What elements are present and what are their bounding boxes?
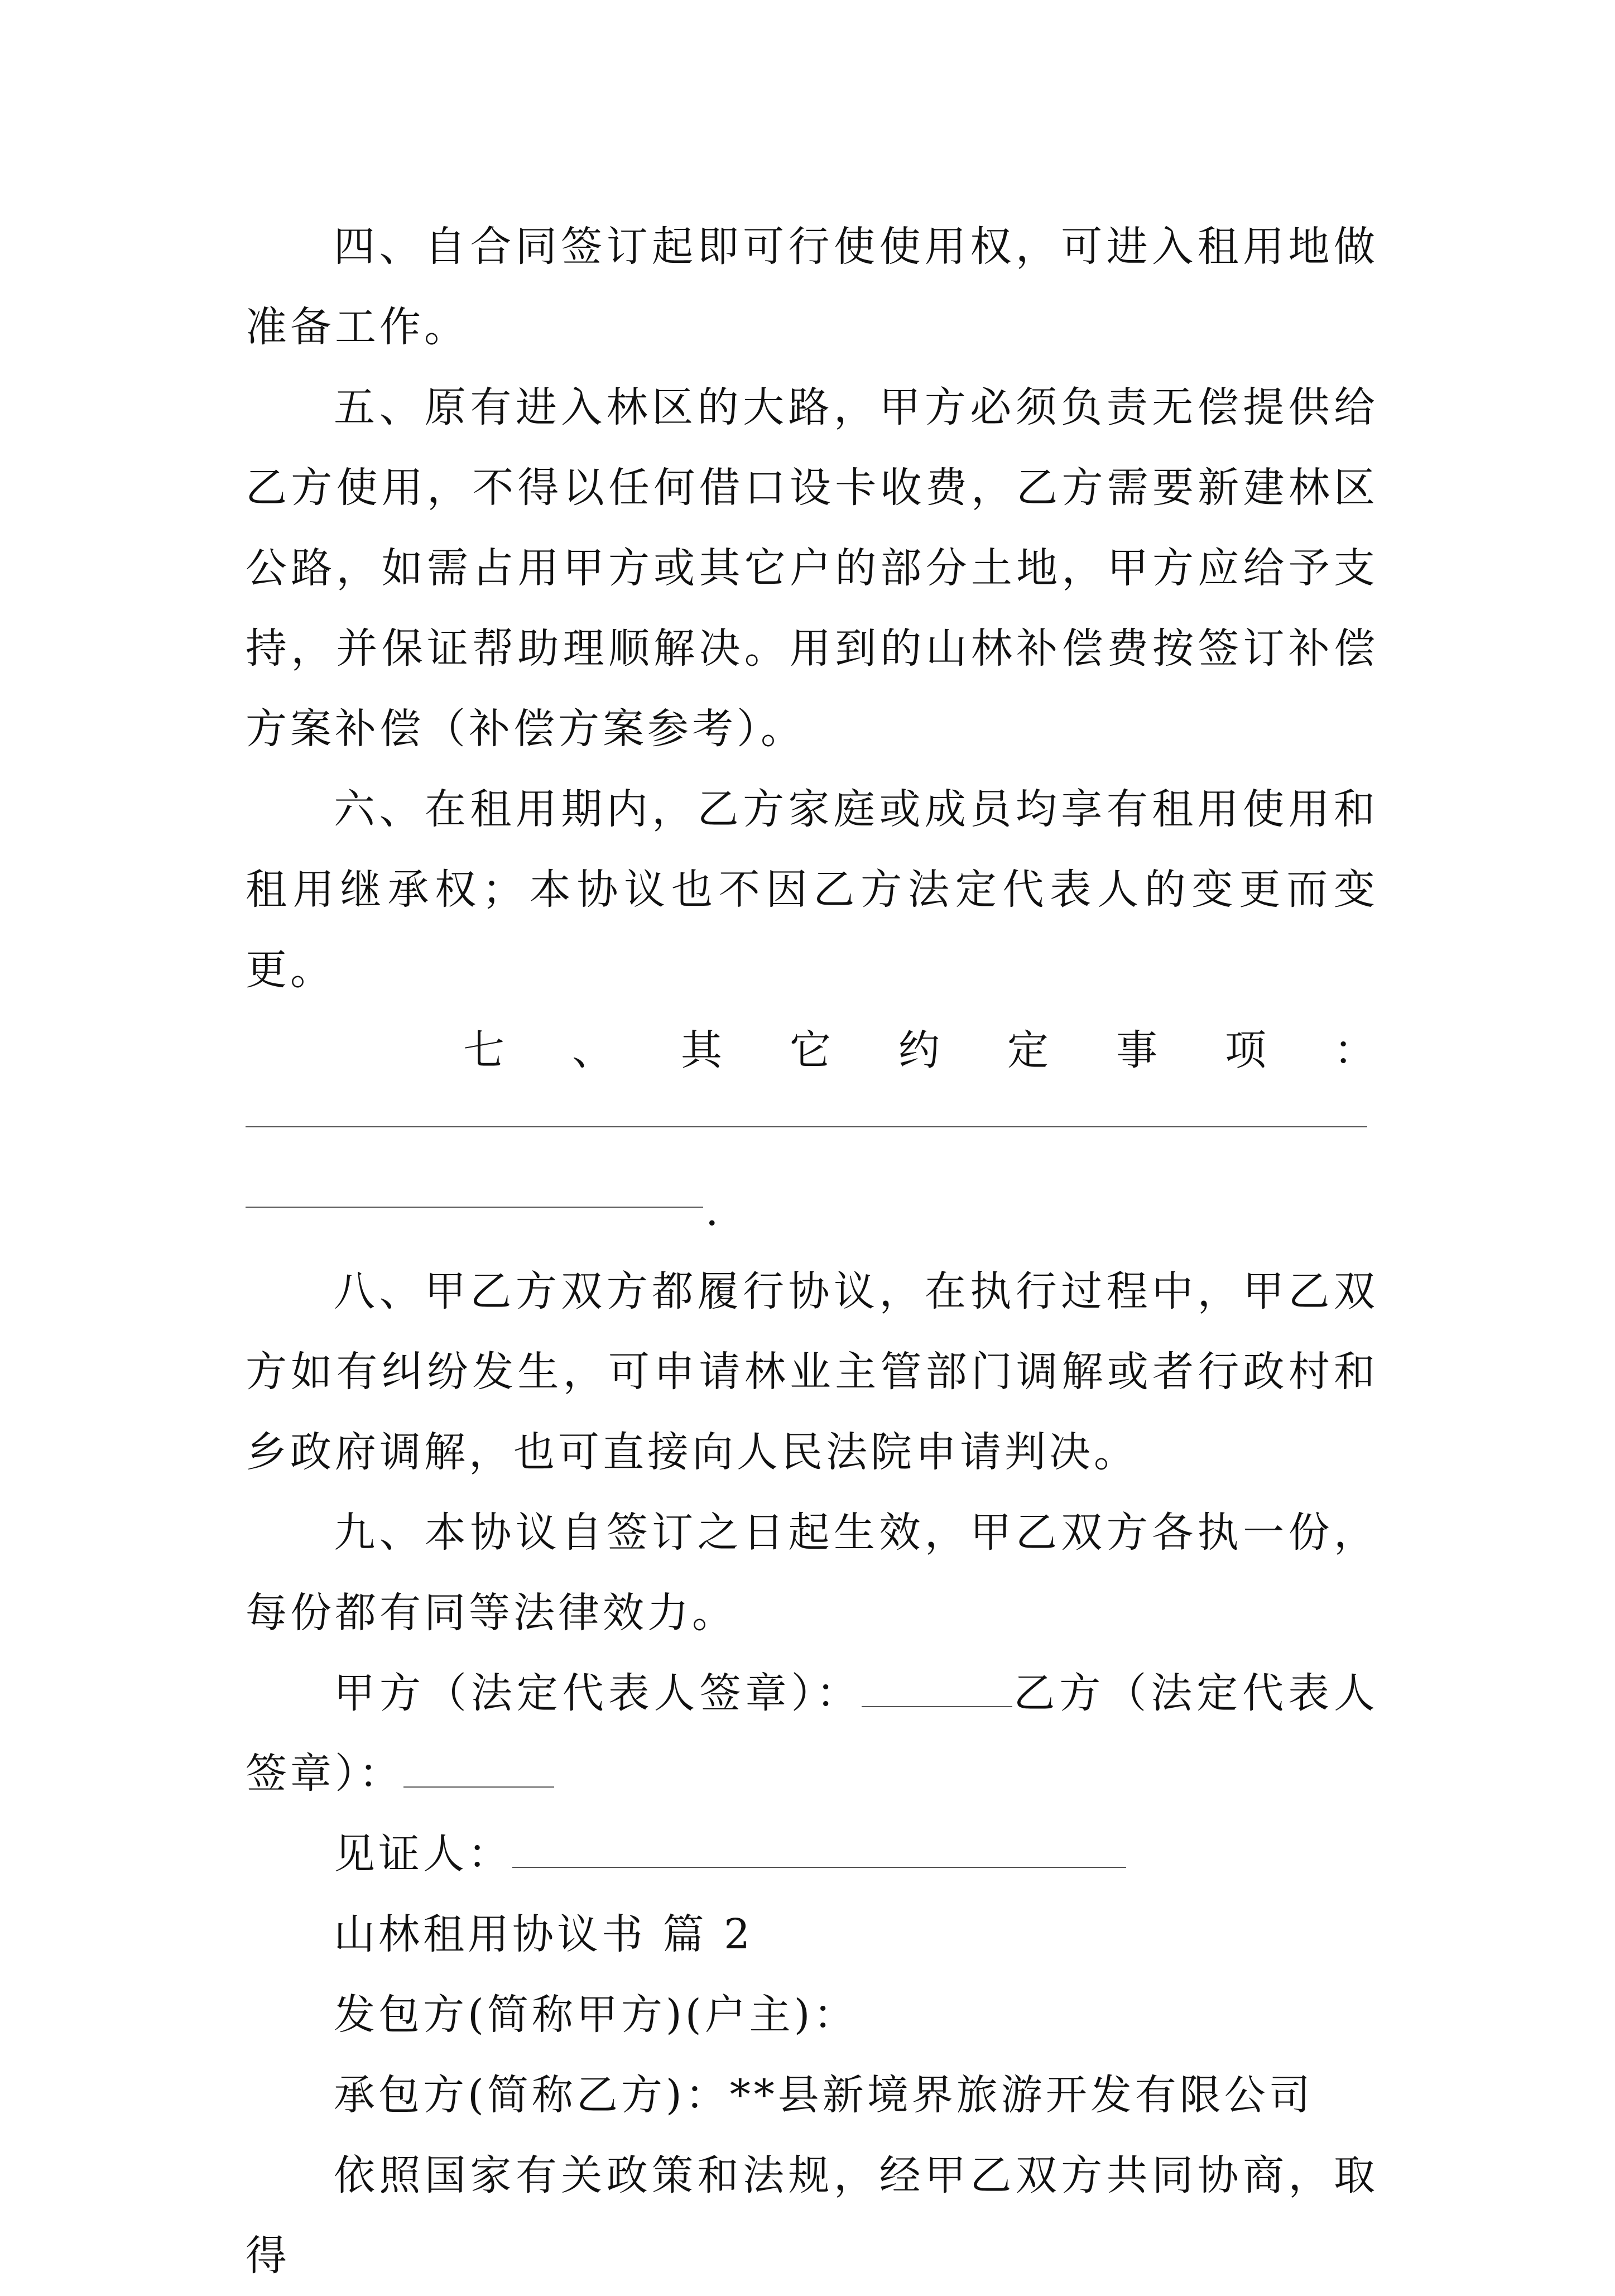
clause-7-heading: 七、其它约定事项： bbox=[463, 1026, 1378, 1074]
fill-in-underline bbox=[246, 1126, 1367, 1127]
signature-line bbox=[246, 1653, 1378, 1814]
witness-signature-blank bbox=[512, 1829, 1126, 1868]
party-a-signature-blank bbox=[862, 1668, 1012, 1707]
clause-8: 八、甲乙方双方都履行协议，在执行过程中，甲乙双方如有纠纷发生，可申请林业主管部门调解或者行政村和乡政府调解，也可直接向人民法院申请判决。 bbox=[246, 1267, 1378, 1476]
clause-7-blank-line-2 bbox=[246, 1171, 1378, 1251]
party-a-signature-label: 甲方（法定代表人签章）： bbox=[334, 1669, 862, 1717]
issuer-line: 发包方(简称甲方)(户主)： bbox=[334, 1991, 858, 2039]
clause-7-end-period: . bbox=[705, 1187, 719, 1235]
party-b-signature-label: 乙方（法定代表人签章）： bbox=[246, 1669, 1379, 1798]
document-page bbox=[246, 206, 1378, 2296]
witness-line bbox=[246, 1814, 1378, 1894]
clause-7-blank-line-1 bbox=[246, 1091, 1378, 1171]
party-b-signature-blank bbox=[403, 1749, 554, 1788]
clause-5: 五、原有进入林区的大路，甲方必须负责无偿提供给乙方使用，不得以任何借口设卡收费，乙方需要新建林区公路，如需占用甲方或其它户的部分土地，甲方应给予支持，并保证帮助理顺解决。用到的山林补偿费按签订补偿方案补偿（补偿方案参考）。 bbox=[246, 383, 1378, 753]
fill-in-underline bbox=[246, 1207, 703, 1208]
clause-6: 六、在租用期内，乙方家庭或成员均享有租用使用和租用继承权；本协议也不因乙方法定代表人的变更而变更。 bbox=[246, 785, 1378, 994]
section-2-title: 山林租用协议书 篇 2 bbox=[334, 1910, 754, 1958]
clause-9: 九、本协议自签订之日起生效，甲乙双方各执一份，每份都有同等法律效力。 bbox=[246, 1509, 1378, 1637]
agreement-intro: 依照国家有关政策和法规，经甲乙双方共同协商，取得 bbox=[246, 2151, 1378, 2280]
contractor-line: 承包方(简称乙方)：**县新境界旅游开发有限公司 bbox=[334, 2071, 1314, 2119]
clause-4: 四、自合同签订起即可行使使用权，可进入租用地做准备工作。 bbox=[246, 223, 1378, 351]
witness-label: 见证人： bbox=[334, 1830, 512, 1878]
